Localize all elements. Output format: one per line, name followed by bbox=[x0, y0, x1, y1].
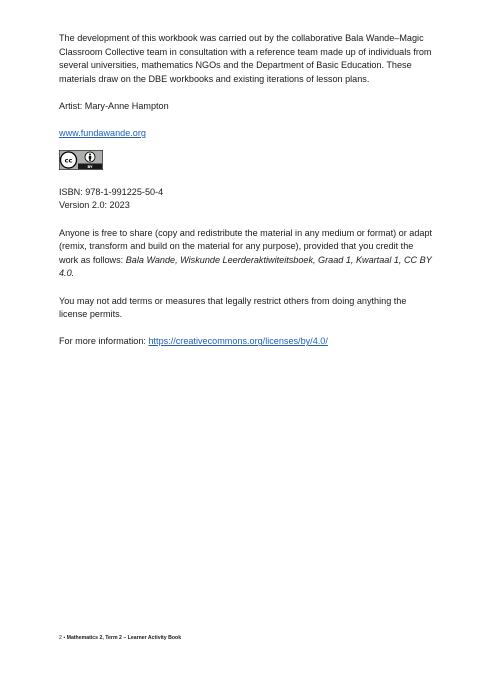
more-info-paragraph bbox=[59, 335, 434, 349]
license-paragraph bbox=[59, 227, 434, 281]
license-text: Anyone is free to share (copy and redistribute the material in any medium or format) or adapt (remix, transform and build on the material for any purpose), provided that you credit the work as follows: bbox=[59, 227, 433, 265]
cc-by-label: BY bbox=[87, 164, 93, 169]
restriction-paragraph: You may not add terms or measures that legally restrict others from doing anything the license permits. bbox=[59, 295, 407, 320]
svg-text:cc: cc bbox=[64, 156, 73, 165]
cc-by-license-icon[interactable] bbox=[59, 150, 103, 170]
website-link[interactable]: www.fundawande.org bbox=[59, 128, 146, 139]
footer-title: Mathematics 2, Term 2 – Learner Activity Book bbox=[66, 635, 182, 641]
isbn-line: ISBN: 978-1-991225-50-4 bbox=[59, 186, 164, 197]
footer-separator: • bbox=[63, 635, 66, 641]
page-content bbox=[59, 32, 434, 349]
license-url-link[interactable]: https://creativecommons.org/licenses/by/4.0/ bbox=[148, 336, 328, 347]
version-line: Version 2.0: 2023 bbox=[59, 200, 130, 211]
artist-credit: Artist: Mary-Anne Hampton bbox=[59, 100, 169, 111]
license-credit: Bala Wande, Wiskunde Leerderaktiwiteitsboek, Graad 1, Kwartaal 1, CC BY 4.0. bbox=[59, 254, 432, 279]
page-number: 2 bbox=[59, 635, 62, 641]
page-footer bbox=[59, 635, 181, 642]
intro-paragraph: The development of this workbook was carried out by the collaborative Bala Wande–Magic Classroom Collective team in consultation with a reference team made up of individuals from several universities, mathematics NGOs and the Department of Basic Education. These materials draw on the DBE workbooks and existing iterations of lesson plans. bbox=[59, 33, 432, 84]
more-info-label: For more information: bbox=[59, 336, 149, 347]
